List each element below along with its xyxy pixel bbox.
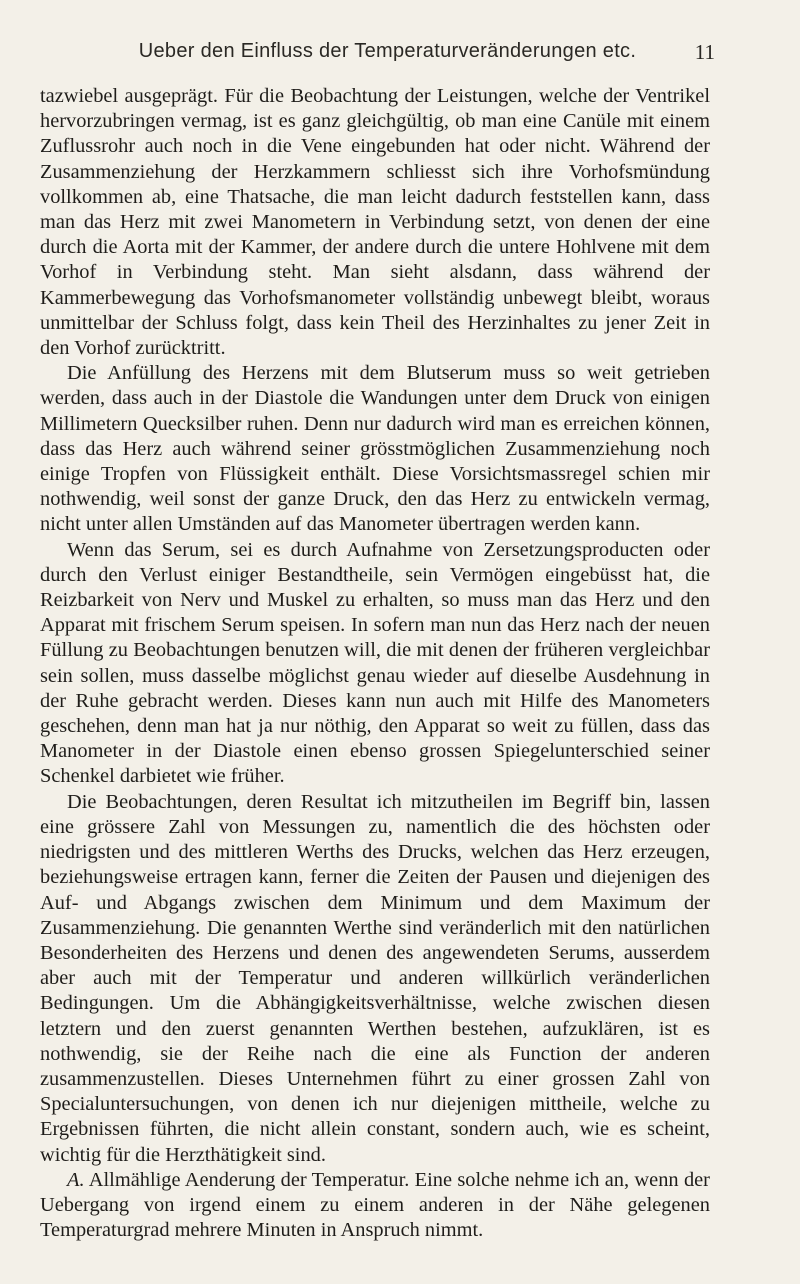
paragraph-3: Wenn das Serum, sei es durch Aufnahme von Zersetzungsproducten oder durch den Verlust einiger Bestandtheile, sein Vermögen eingebüsst hat, die Reizbarkeit von Nerv und Muskel zu erhalten, so muss man das Herz und den Apparat mit frischem Serum speisen. In sofern man nun das Herz nach der neuen Füllung zu Beobachtungen benutzen will, die mit denen der früheren vergleichbar sein sollen, muss dasselbe möglichst genau wieder auf dieselbe Ausdehnung in der Ruhe gebracht werden. Dieses kann nun auch mit Hilfe des Manometers geschehen, denn man hat ja nur nöthig, den Apparat so weit zu füllen, dass das Manometer in der Diastole einen ebenso grossen Spiegelunterschied seiner Schenkel darbietet wie früher.: [40, 538, 710, 788]
page-number: 11: [694, 40, 715, 64]
body-text: [40, 84, 710, 1243]
section-letter: A.: [67, 1168, 85, 1191]
paragraph-5-text: Allmählige Aenderung der Temperatur. Eine solche nehme ich an, wenn der Uebergang von irgend einem zu einem anderen in der Nähe gelegenen Temperaturgrad mehrere Minuten in Anspruch nimmt.: [40, 1168, 710, 1242]
paragraph-1: tazwiebel ausgeprägt. Für die Beobachtung der Leistungen, welche der Ventrikel hervorzubringen vermag, ist es ganz gleichgültig, ob man eine Canüle mit einem Zuflussrohr auch noch in die Vene eingebunden hat oder nicht. Während der Zusammenziehung der Herzkammern schliesst sich ihre Vorhofsmündung vollkommen ab, eine Thatsache, die man leicht dadurch feststellen kann, dass man das Herz mit zwei Manometern in Verbindung setzt, von denen der eine durch die Aorta mit der Kammer, der andere durch die untere Hohlvene mit dem Vorhof in Verbindung steht. Man sieht alsdann, dass während der Kammerbewegung das Vorhofsmanometer vollständig unbewegt bleibt, woraus unmittelbar der Schluss folgt, dass kein Theil des Herzinhaltes zu jener Zeit in den Vorhof zurücktritt.: [40, 85, 710, 360]
running-header: [60, 40, 715, 70]
paragraph-4: Die Beobachtungen, deren Resultat ich mitzutheilen im Begriff bin, lassen eine grössere Zahl von Messungen zu, namentlich die des höchsten oder niedrigsten und des mittleren Werths des Drucks, welchen das Herz erzeugen, beziehungsweise ertragen kann, ferner die Zeiten der Pausen und diejenigen des Auf- und Abgangs zwischen dem Minimum und dem Maximum der Zusammenziehung. Die genannten Werthe sind veränderlich mit den natürlichen Besonderheiten des Herzens und denen des angewendeten Serums, ausserdem aber auch mit der Temperatur und anderen willkürlich veränderlichen Bedingungen. Um die Abhängigkeitsverhältnisse, welche zwischen diesen letztern und den zuerst genannten Werthen bestehen, aufzuklären, ist es nothwendig, sie der Reihe nach die eine als Function der anderen zusammenzustellen. Dieses Unternehmen führt zu einer grossen Zahl von Specialuntersuchungen, von denen ich nur diejenigen mittheile, welche zu Ergebnissen führten, die nicht allein constant, sondern auch, wie es scheint, wichtig für die Herzthätigkeit sind.: [40, 790, 710, 1166]
paragraph-5: [40, 1168, 710, 1244]
running-title: Ueber den Einfluss der Temperaturveränderungen etc.: [138, 40, 637, 62]
paragraph-2: Die Anfüllung des Herzens mit dem Blutserum muss so weit getrieben werden, dass auch in der Diastole die Wandungen unter dem Druck von einigen Millimetern Quecksilber ruhen. Denn nur dadurch wird man es erreichen können, dass das Herz auch während seiner grösstmöglichen Zusammenziehung noch einige Tropfen von Flüssigkeit enthält. Diese Vorsichtsmassregel schien mir nothwendig, weil sonst der ganze Druck, den das Herz zu entwickeln vermag, nicht unter allen Umständen auf das Manometer übertragen werden kann.: [40, 362, 710, 536]
